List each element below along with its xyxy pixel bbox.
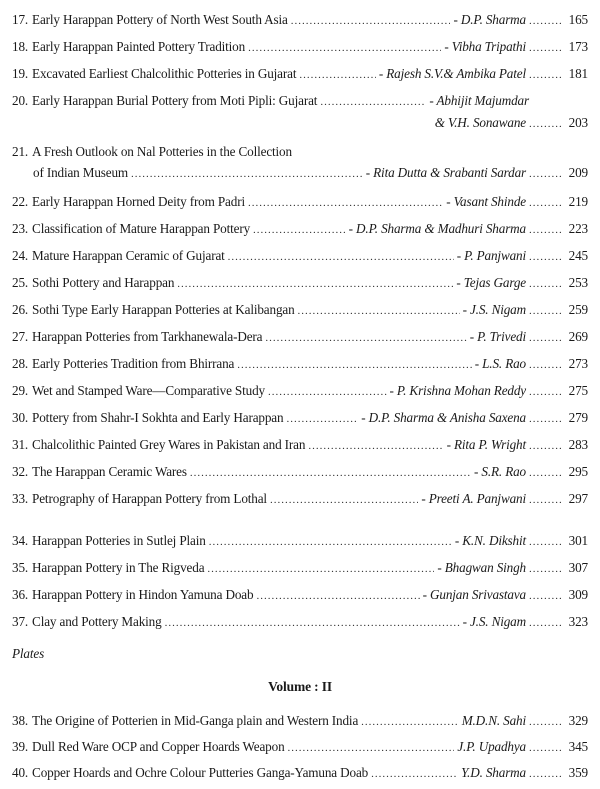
entry-title: Early Potteries Tradition from Bhirrana xyxy=(32,356,235,371)
leader-dots xyxy=(320,93,426,110)
entry-title: Early Harappan Horned Deity from Padri xyxy=(32,194,245,209)
toc-entry[interactable] xyxy=(12,383,588,400)
entry-page: 269 xyxy=(568,329,588,344)
toc-entry[interactable] xyxy=(12,329,588,346)
entry-title: Early Harappan Pottery of North West South Asia xyxy=(32,12,288,27)
toc-entry[interactable] xyxy=(12,302,588,319)
entry-number: 22. xyxy=(12,194,29,209)
entry-author: J.P. Upadhya xyxy=(457,739,526,754)
leader-dots xyxy=(299,66,376,83)
toc-entry[interactable] xyxy=(12,587,588,604)
entry-author: - Gunjan Srivastava xyxy=(422,587,526,602)
entry-title: Classification of Mature Harappan Pottery xyxy=(32,221,251,236)
leader-dots xyxy=(529,165,563,182)
entry-title: Early Harappan Painted Pottery Tradition xyxy=(32,39,246,54)
toc-entry[interactable] xyxy=(12,765,588,782)
toc-entry[interactable] xyxy=(12,491,588,508)
entry-page: 173 xyxy=(568,39,588,54)
entry-author: - Abhijit Majumdar xyxy=(429,93,529,108)
entry-author: - Vasant Shinde xyxy=(446,194,526,209)
leader-dots xyxy=(529,302,563,319)
entry-page: 301 xyxy=(568,533,588,548)
entry-number: 32. xyxy=(12,464,29,479)
toc-entry[interactable] xyxy=(12,66,588,83)
entry-number: 29. xyxy=(12,383,29,398)
leader-dots xyxy=(529,587,563,604)
toc-entry[interactable] xyxy=(12,464,588,481)
leader-dots xyxy=(165,614,460,631)
leader-dots xyxy=(248,194,443,211)
entry-title: The Harappan Ceramic Wares xyxy=(32,464,187,479)
toc-entry[interactable] xyxy=(12,437,588,454)
leader-dots xyxy=(529,356,563,373)
entry-title: A Fresh Outlook on Nal Potteries in the Collection xyxy=(32,144,292,159)
entry-number: 17. xyxy=(12,12,29,27)
leader-dots xyxy=(298,302,460,319)
entry-page: 181 xyxy=(568,66,588,81)
entry-number: 35. xyxy=(12,560,29,575)
entry-author: - K.N. Dikshit xyxy=(454,533,526,548)
toc-entry[interactable] xyxy=(12,533,588,550)
entry-number: 18. xyxy=(12,39,29,54)
volume-heading: Volume : II xyxy=(268,679,332,694)
entry-author: - P. Krishna Mohan Reddy xyxy=(389,383,526,398)
leader-dots xyxy=(529,329,563,346)
leader-dots xyxy=(308,437,443,454)
entry-author: - Rita Dutta & Srabanti Sardar xyxy=(365,165,526,180)
entry-author: - L.S. Rao xyxy=(474,356,526,371)
leader-dots xyxy=(268,383,387,400)
entry-title: Wet and Stamped Ware—Comparative Study xyxy=(32,383,265,398)
leader-dots xyxy=(529,491,563,508)
entry-page: 329 xyxy=(568,713,588,728)
entry-title: Copper Hoards and Ochre Colour Putteries Ganga-Yamuna Doab xyxy=(32,765,369,780)
entry-author-continued: & V.H. Sonawane xyxy=(434,115,526,130)
toc-entry[interactable] xyxy=(12,614,588,631)
entry-page: 165 xyxy=(568,12,588,27)
leader-dots xyxy=(529,713,563,730)
entry-page: 219 xyxy=(568,194,588,209)
entry-title: Harappan Potteries from Tarkhanewala-Dera xyxy=(32,329,263,344)
entry-page: 345 xyxy=(568,739,588,754)
entry-page: 279 xyxy=(568,410,588,425)
leader-dots xyxy=(529,12,563,29)
entry-title: Clay and Pottery Making xyxy=(32,614,162,629)
entry-title: Mature Harappan Ceramic of Gujarat xyxy=(32,248,225,263)
entry-title: Petrography of Harappan Pottery from Lothal xyxy=(32,491,267,506)
entry-page: 259 xyxy=(568,302,588,317)
plates-label[interactable]: Plates xyxy=(12,646,45,661)
leader-dots xyxy=(286,410,358,427)
leader-dots xyxy=(177,275,453,292)
leader-dots xyxy=(529,464,563,481)
entry-title: Sothi Type Early Harappan Potteries at Kalibangan xyxy=(32,302,295,317)
leader-dots xyxy=(529,248,563,265)
leader-dots xyxy=(361,713,459,730)
entry-title: Harappan Pottery in Hindon Yamuna Doab xyxy=(32,587,254,602)
entry-page: 297 xyxy=(568,491,588,506)
entry-page: 359 xyxy=(568,765,588,780)
leader-dots xyxy=(529,560,563,577)
entry-page: 323 xyxy=(568,614,588,629)
entry-author: - D.P. Sharma & Madhuri Sharma xyxy=(348,221,526,236)
entry-title: Chalcolithic Painted Grey Wares in Pakistan and Iran xyxy=(32,437,306,452)
leader-dots xyxy=(529,765,563,782)
leader-dots xyxy=(529,410,563,427)
entry-number: 28. xyxy=(12,356,29,371)
leader-dots xyxy=(248,39,441,56)
entry-number: 24. xyxy=(12,248,29,263)
toc-entry[interactable] xyxy=(12,39,588,56)
leader-dots xyxy=(131,165,363,182)
leader-dots xyxy=(253,221,346,238)
entry-page: 275 xyxy=(568,383,588,398)
entry-number: 26. xyxy=(12,302,29,317)
toc-entry[interactable] xyxy=(12,248,588,265)
entry-author: - J.S. Nigam xyxy=(462,302,526,317)
leader-dots xyxy=(265,329,466,346)
entry-number: 20. xyxy=(12,93,29,108)
entry-page: 245 xyxy=(568,248,588,263)
entry-page: 273 xyxy=(568,356,588,371)
entry-author: - Rajesh S.V.& Ambika Patel xyxy=(378,66,526,81)
entry-number: 19. xyxy=(12,66,29,81)
entry-title: Early Harappan Burial Pottery from Moti Pipli: Gujarat xyxy=(32,93,318,108)
leader-dots xyxy=(529,383,563,400)
leader-dots xyxy=(228,248,454,265)
toc-entry[interactable] xyxy=(12,713,588,730)
leader-dots xyxy=(207,560,434,577)
leader-dots xyxy=(529,437,563,454)
leader-dots xyxy=(529,194,563,211)
leader-dots xyxy=(291,12,451,29)
leader-dots xyxy=(209,533,452,550)
toc-entry[interactable] xyxy=(12,739,588,756)
toc-entry[interactable] xyxy=(12,275,588,292)
entry-page: 209 xyxy=(568,165,588,180)
entry-number: 21. xyxy=(12,144,29,159)
toc-entry[interactable] xyxy=(12,12,588,29)
entry-title: Excavated Earliest Chalcolithic Potteries in Gujarat xyxy=(32,66,297,81)
leader-dots xyxy=(529,614,563,631)
entry-author: - J.S. Nigam xyxy=(462,614,526,629)
leader-dots xyxy=(529,275,563,292)
entry-number: 25. xyxy=(12,275,29,290)
entry-author: - P. Panjwani xyxy=(456,248,526,263)
leader-dots xyxy=(256,587,419,604)
entry-title: Pottery from Shahr-I Sokhta and Early Harappan xyxy=(32,410,284,425)
entry-author: - Preeti A. Panjwani xyxy=(421,491,526,506)
entry-author: - D.P. Sharma xyxy=(453,12,526,27)
toc-entry[interactable] xyxy=(12,221,588,238)
entry-page: 295 xyxy=(568,464,588,479)
entry-title: Harappan Potteries in Sutlej Plain xyxy=(32,533,206,548)
entry-number: 37. xyxy=(12,614,29,629)
entry-page: 203 xyxy=(568,115,588,130)
entry-page: 223 xyxy=(568,221,588,236)
leader-dots xyxy=(237,356,471,373)
entry-title: The Origine of Potterien in Mid-Ganga plain and Western India xyxy=(32,713,359,728)
entry-number: 34. xyxy=(12,533,29,548)
entry-page: 309 xyxy=(568,587,588,602)
toc-entry[interactable] xyxy=(12,560,588,577)
leader-dots xyxy=(371,765,458,782)
entry-number: 30. xyxy=(12,410,29,425)
entry-title: Dull Red Ware OCP and Copper Hoards Weapon xyxy=(32,739,285,754)
toc-entry[interactable] xyxy=(12,194,588,211)
entry-number: 33. xyxy=(12,491,29,506)
leader-dots xyxy=(529,533,563,550)
leader-dots xyxy=(190,464,471,481)
toc-entry[interactable] xyxy=(12,410,588,427)
leader-dots xyxy=(529,115,563,132)
leader-dots xyxy=(529,739,563,756)
entry-author: - D.P. Sharma & Anisha Saxena xyxy=(361,410,526,425)
entry-page: 283 xyxy=(568,437,588,452)
entry-number: 36. xyxy=(12,587,29,602)
entry-page: 307 xyxy=(568,560,588,575)
leader-dots xyxy=(529,39,563,56)
entry-page: 253 xyxy=(568,275,588,290)
toc-entry[interactable] xyxy=(12,93,588,132)
entry-title: Sothi Pottery and Harappan xyxy=(32,275,175,290)
leader-dots xyxy=(529,66,563,83)
entry-title: Harappan Pottery in The Rigveda xyxy=(32,560,205,575)
entry-author: M.D.N. Sahi xyxy=(461,713,526,728)
toc-entry[interactable] xyxy=(12,356,588,373)
entry-number: 39. xyxy=(12,739,29,754)
leader-dots xyxy=(288,739,455,756)
entry-number: 23. xyxy=(12,221,29,236)
entry-author: - Rita P. Wright xyxy=(446,437,526,452)
entry-author: Y.D. Sharma xyxy=(461,765,526,780)
entry-number: 27. xyxy=(12,329,29,344)
toc-entry[interactable] xyxy=(12,144,588,182)
leader-dots xyxy=(270,491,418,508)
entry-number: 38. xyxy=(12,713,29,728)
entry-author: - Vibha Tripathi xyxy=(444,39,526,54)
entry-author: - Tejas Garge xyxy=(456,275,526,290)
entry-author: - S.R. Rao xyxy=(474,464,526,479)
entry-number: 31. xyxy=(12,437,29,452)
entry-number: 40. xyxy=(12,765,29,780)
entry-title-continued: of Indian Museum xyxy=(33,165,129,180)
entry-author: - Bhagwan Singh xyxy=(437,560,526,575)
leader-dots xyxy=(529,221,563,238)
entry-author: - P. Trivedi xyxy=(469,329,526,344)
